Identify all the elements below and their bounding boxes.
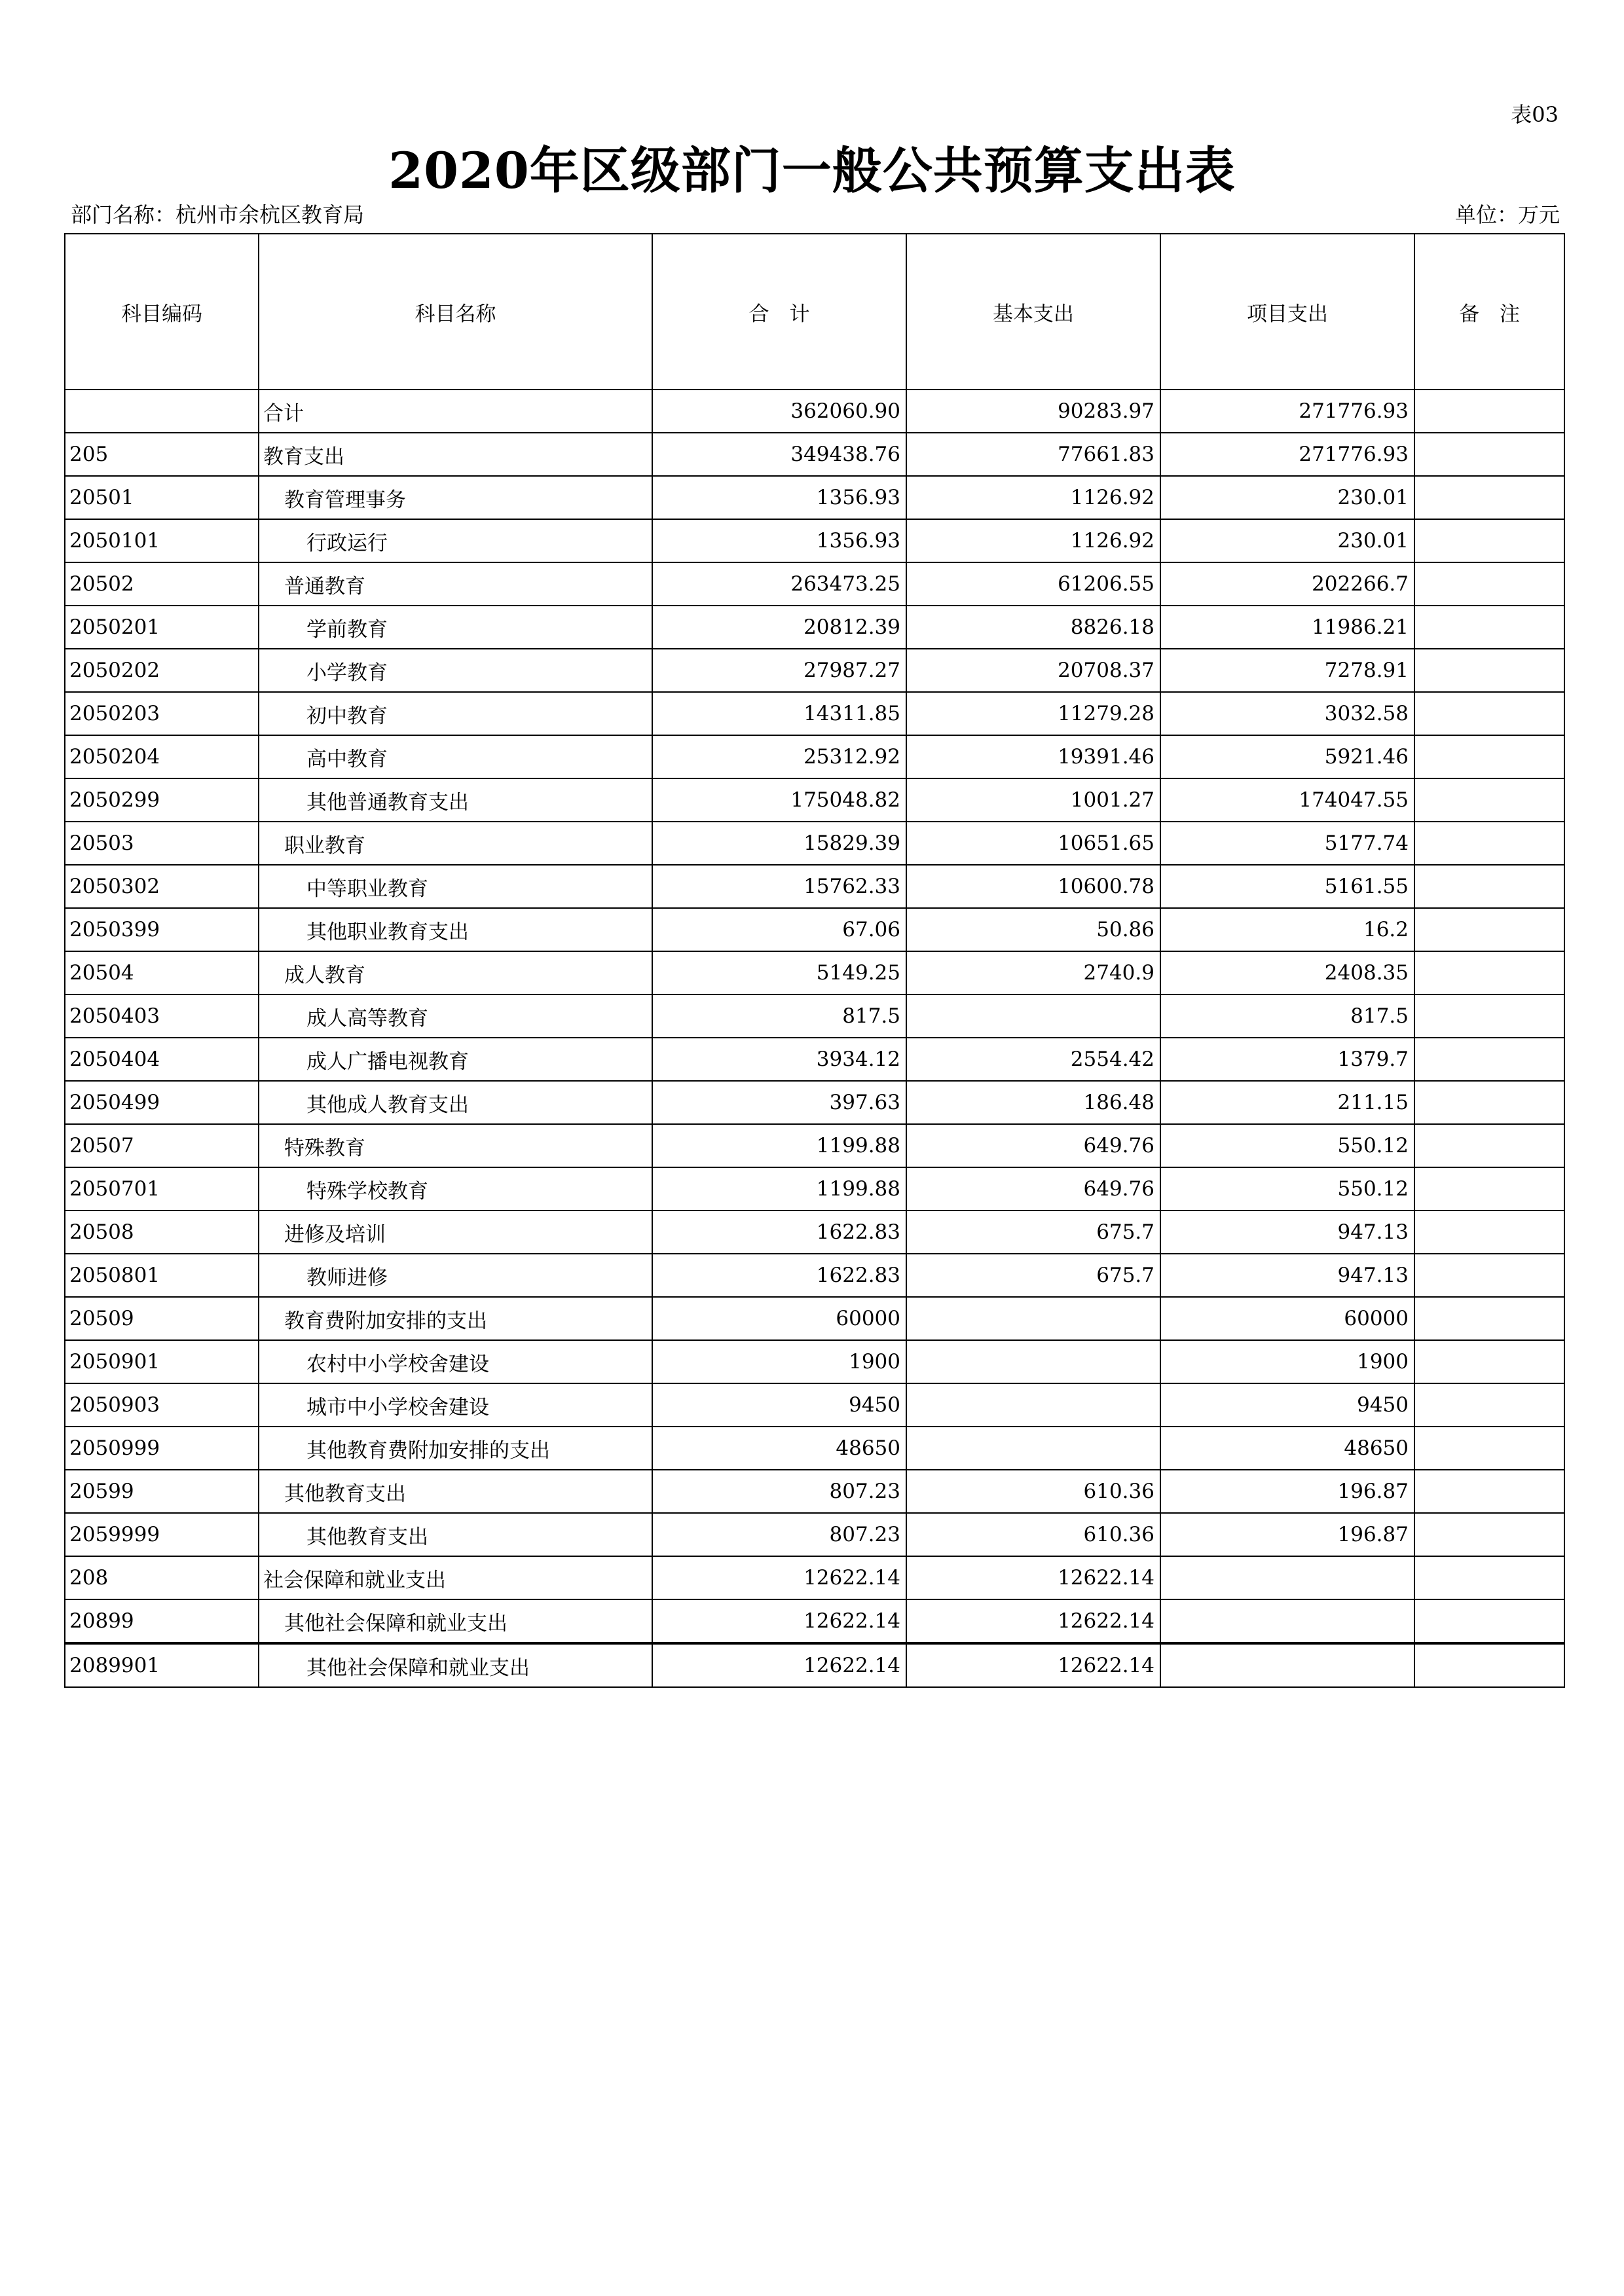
cell-basic — [906, 1340, 1160, 1383]
cell-basic: 20708.37 — [906, 649, 1160, 692]
table-number: 表03 — [1511, 102, 1559, 127]
cell-project: 5177.74 — [1160, 822, 1414, 865]
table-row — [65, 606, 1564, 649]
table-row — [65, 1211, 1564, 1254]
cell-total: 27987.27 — [652, 649, 906, 692]
cell-name: 成人教育 — [259, 951, 652, 994]
cell-basic: 649.76 — [906, 1167, 1160, 1211]
cell-note — [1414, 951, 1564, 994]
cell-basic: 90283.97 — [906, 390, 1160, 433]
table-row — [65, 908, 1564, 951]
cell-total: 48650 — [652, 1427, 906, 1470]
cell-name: 普通教育 — [259, 562, 652, 606]
cell-basic: 2740.9 — [906, 951, 1160, 994]
cell-basic: 2554.42 — [906, 1038, 1160, 1081]
table-row — [65, 1124, 1564, 1167]
cell-code: 2050403 — [65, 994, 259, 1038]
table-row — [65, 778, 1564, 822]
cell-project: 1379.7 — [1160, 1038, 1414, 1081]
cell-note — [1414, 1038, 1564, 1081]
table-row — [65, 1297, 1564, 1340]
cell-note — [1414, 1470, 1564, 1513]
cell-note — [1414, 692, 1564, 735]
cell-project — [1160, 1643, 1414, 1687]
cell-code: 2059999 — [65, 1513, 259, 1556]
table-row — [65, 1383, 1564, 1427]
cell-project: 7278.91 — [1160, 649, 1414, 692]
cell-note — [1414, 1383, 1564, 1427]
cell-note — [1414, 476, 1564, 519]
cell-name: 成人高等教育 — [259, 994, 652, 1038]
table-row — [65, 649, 1564, 692]
table-header-row — [65, 234, 1564, 390]
cell-code: 20508 — [65, 1211, 259, 1254]
cell-note — [1414, 1513, 1564, 1556]
cell-project: 60000 — [1160, 1297, 1414, 1340]
cell-name: 合计 — [259, 390, 652, 433]
cell-total: 1356.93 — [652, 519, 906, 562]
department-name: 部门名称：杭州市余杭区教育局 — [71, 202, 365, 227]
table-row — [65, 1427, 1564, 1470]
cell-project: 230.01 — [1160, 519, 1414, 562]
cell-basic: 675.7 — [906, 1211, 1160, 1254]
cell-name: 小学教育 — [259, 649, 652, 692]
table-row — [65, 1470, 1564, 1513]
cell-basic: 1126.92 — [906, 476, 1160, 519]
cell-project: 947.13 — [1160, 1211, 1414, 1254]
cell-total: 1622.83 — [652, 1254, 906, 1297]
cell-basic — [906, 994, 1160, 1038]
cell-code: 2050203 — [65, 692, 259, 735]
cell-code: 2050299 — [65, 778, 259, 822]
cell-code: 2050999 — [65, 1427, 259, 1470]
cell-note — [1414, 1081, 1564, 1124]
cell-project: 2408.35 — [1160, 951, 1414, 994]
cell-name: 成人广播电视教育 — [259, 1038, 652, 1081]
cell-basic: 10651.65 — [906, 822, 1160, 865]
cell-note — [1414, 822, 1564, 865]
cell-project: 1900 — [1160, 1340, 1414, 1383]
cell-project: 3032.58 — [1160, 692, 1414, 735]
cell-project — [1160, 1556, 1414, 1599]
cell-basic — [906, 1383, 1160, 1427]
cell-total: 12622.14 — [652, 1643, 906, 1687]
cell-basic — [906, 1297, 1160, 1340]
cell-code: 20509 — [65, 1297, 259, 1340]
cell-code: 20899 — [65, 1599, 259, 1643]
cell-total: 67.06 — [652, 908, 906, 951]
table-row — [65, 1340, 1564, 1383]
cell-code: 20503 — [65, 822, 259, 865]
cell-project: 271776.93 — [1160, 433, 1414, 476]
cell-note — [1414, 606, 1564, 649]
cell-basic — [906, 1427, 1160, 1470]
cell-name: 教师进修 — [259, 1254, 652, 1297]
table-row — [65, 1599, 1564, 1643]
cell-name: 其他成人教育支出 — [259, 1081, 652, 1124]
cell-project: 9450 — [1160, 1383, 1414, 1427]
cell-note — [1414, 1643, 1564, 1687]
cell-basic: 77661.83 — [906, 433, 1160, 476]
cell-name: 中等职业教育 — [259, 865, 652, 908]
cell-project: 211.15 — [1160, 1081, 1414, 1124]
cell-basic: 610.36 — [906, 1470, 1160, 1513]
table-row — [65, 1513, 1564, 1556]
header-code: 科目编码 — [65, 234, 259, 390]
table-row — [65, 390, 1564, 433]
cell-name: 社会保障和就业支出 — [259, 1556, 652, 1599]
cell-total: 3934.12 — [652, 1038, 906, 1081]
header-project: 项目支出 — [1160, 234, 1414, 390]
cell-basic: 186.48 — [906, 1081, 1160, 1124]
cell-note — [1414, 1297, 1564, 1340]
cell-total: 25312.92 — [652, 735, 906, 778]
cell-note — [1414, 994, 1564, 1038]
cell-code: 2050903 — [65, 1383, 259, 1427]
cell-basic: 610.36 — [906, 1513, 1160, 1556]
cell-total: 1199.88 — [652, 1167, 906, 1211]
cell-code — [65, 390, 259, 433]
cell-project: 550.12 — [1160, 1124, 1414, 1167]
table-row — [65, 735, 1564, 778]
cell-basic: 12622.14 — [906, 1643, 1160, 1687]
cell-project: 817.5 — [1160, 994, 1414, 1038]
cell-code: 20507 — [65, 1124, 259, 1167]
cell-code: 2050901 — [65, 1340, 259, 1383]
cell-note — [1414, 1167, 1564, 1211]
cell-total: 1900 — [652, 1340, 906, 1383]
cell-code: 2050701 — [65, 1167, 259, 1211]
cell-name: 进修及培训 — [259, 1211, 652, 1254]
cell-basic: 12622.14 — [906, 1599, 1160, 1643]
header-name: 科目名称 — [259, 234, 652, 390]
cell-code: 2050801 — [65, 1254, 259, 1297]
cell-note — [1414, 649, 1564, 692]
cell-total: 9450 — [652, 1383, 906, 1427]
cell-basic: 61206.55 — [906, 562, 1160, 606]
cell-total: 14311.85 — [652, 692, 906, 735]
table-row — [65, 692, 1564, 735]
page-title: 2020年区级部门一般公共预算支出表 — [388, 141, 1236, 200]
cell-note — [1414, 1340, 1564, 1383]
table-row — [65, 519, 1564, 562]
cell-total: 175048.82 — [652, 778, 906, 822]
cell-code: 2050204 — [65, 735, 259, 778]
cell-note — [1414, 1427, 1564, 1470]
table-row — [65, 994, 1564, 1038]
cell-basic: 12622.14 — [906, 1556, 1160, 1599]
cell-project: 196.87 — [1160, 1513, 1414, 1556]
cell-total: 397.63 — [652, 1081, 906, 1124]
table-row — [65, 1643, 1564, 1687]
table-body — [65, 390, 1564, 1687]
table-row — [65, 822, 1564, 865]
table-row — [65, 433, 1564, 476]
cell-code: 20501 — [65, 476, 259, 519]
table-row — [65, 865, 1564, 908]
table-row — [65, 1038, 1564, 1081]
table-row — [65, 1556, 1564, 1599]
cell-basic: 675.7 — [906, 1254, 1160, 1297]
cell-code: 2050101 — [65, 519, 259, 562]
cell-name: 城市中小学校舍建设 — [259, 1383, 652, 1427]
cell-basic: 10600.78 — [906, 865, 1160, 908]
cell-basic: 649.76 — [906, 1124, 1160, 1167]
cell-project: 5161.55 — [1160, 865, 1414, 908]
header-total: 合 计 — [652, 234, 906, 390]
cell-name: 高中教育 — [259, 735, 652, 778]
cell-name: 其他教育支出 — [259, 1470, 652, 1513]
table-row — [65, 476, 1564, 519]
cell-code: 2050202 — [65, 649, 259, 692]
table-row — [65, 562, 1564, 606]
cell-code: 20502 — [65, 562, 259, 606]
cell-code: 20504 — [65, 951, 259, 994]
cell-note — [1414, 1124, 1564, 1167]
cell-total: 807.23 — [652, 1470, 906, 1513]
cell-total: 1356.93 — [652, 476, 906, 519]
header-basic: 基本支出 — [906, 234, 1160, 390]
cell-total: 817.5 — [652, 994, 906, 1038]
cell-note — [1414, 1599, 1564, 1643]
cell-project: 550.12 — [1160, 1167, 1414, 1211]
cell-name: 其他教育费附加安排的支出 — [259, 1427, 652, 1470]
cell-project: 202266.7 — [1160, 562, 1414, 606]
cell-name: 行政运行 — [259, 519, 652, 562]
table-row — [65, 1081, 1564, 1124]
cell-note — [1414, 390, 1564, 433]
cell-basic: 1001.27 — [906, 778, 1160, 822]
cell-code: 2050499 — [65, 1081, 259, 1124]
cell-project: 230.01 — [1160, 476, 1414, 519]
table-row — [65, 1254, 1564, 1297]
cell-name: 学前教育 — [259, 606, 652, 649]
cell-note — [1414, 1254, 1564, 1297]
cell-note — [1414, 562, 1564, 606]
budget-table — [64, 233, 1565, 1688]
cell-name: 其他职业教育支出 — [259, 908, 652, 951]
cell-basic: 1126.92 — [906, 519, 1160, 562]
cell-total: 15829.39 — [652, 822, 906, 865]
cell-code: 2050201 — [65, 606, 259, 649]
cell-code: 2050302 — [65, 865, 259, 908]
cell-name: 其他社会保障和就业支出 — [259, 1643, 652, 1687]
cell-name: 初中教育 — [259, 692, 652, 735]
table-row — [65, 1167, 1564, 1211]
cell-code: 2050399 — [65, 908, 259, 951]
cell-code: 2089901 — [65, 1643, 259, 1687]
unit-label: 单位：万元 — [1454, 202, 1560, 227]
cell-name: 职业教育 — [259, 822, 652, 865]
cell-code: 208 — [65, 1556, 259, 1599]
cell-project: 174047.55 — [1160, 778, 1414, 822]
cell-total: 1622.83 — [652, 1211, 906, 1254]
cell-project: 16.2 — [1160, 908, 1414, 951]
cell-project: 11986.21 — [1160, 606, 1414, 649]
cell-name: 农村中小学校舍建设 — [259, 1340, 652, 1383]
cell-note — [1414, 908, 1564, 951]
cell-note — [1414, 519, 1564, 562]
cell-total: 12622.14 — [652, 1556, 906, 1599]
cell-project: 196.87 — [1160, 1470, 1414, 1513]
cell-total: 15762.33 — [652, 865, 906, 908]
table-row — [65, 951, 1564, 994]
cell-project — [1160, 1599, 1414, 1643]
cell-code: 20599 — [65, 1470, 259, 1513]
cell-name: 其他普通教育支出 — [259, 778, 652, 822]
cell-total: 263473.25 — [652, 562, 906, 606]
cell-note — [1414, 433, 1564, 476]
cell-total: 1199.88 — [652, 1124, 906, 1167]
cell-total: 20812.39 — [652, 606, 906, 649]
cell-basic: 8826.18 — [906, 606, 1160, 649]
cell-basic: 50.86 — [906, 908, 1160, 951]
cell-total: 12622.14 — [652, 1599, 906, 1643]
cell-name: 教育管理事务 — [259, 476, 652, 519]
cell-total: 807.23 — [652, 1513, 906, 1556]
cell-note — [1414, 865, 1564, 908]
cell-name: 特殊教育 — [259, 1124, 652, 1167]
cell-code: 205 — [65, 433, 259, 476]
cell-name: 教育支出 — [259, 433, 652, 476]
cell-code: 2050404 — [65, 1038, 259, 1081]
cell-note — [1414, 1556, 1564, 1599]
cell-name: 其他教育支出 — [259, 1513, 652, 1556]
cell-total: 5149.25 — [652, 951, 906, 994]
cell-name: 教育费附加安排的支出 — [259, 1297, 652, 1340]
cell-total: 362060.90 — [652, 390, 906, 433]
header-note: 备 注 — [1414, 234, 1564, 390]
cell-basic: 11279.28 — [906, 692, 1160, 735]
cell-note — [1414, 1211, 1564, 1254]
cell-total: 60000 — [652, 1297, 906, 1340]
cell-name: 特殊学校教育 — [259, 1167, 652, 1211]
cell-project: 947.13 — [1160, 1254, 1414, 1297]
cell-project: 5921.46 — [1160, 735, 1414, 778]
cell-total: 349438.76 — [652, 433, 906, 476]
cell-project: 271776.93 — [1160, 390, 1414, 433]
cell-basic: 19391.46 — [906, 735, 1160, 778]
cell-project: 48650 — [1160, 1427, 1414, 1470]
cell-note — [1414, 735, 1564, 778]
cell-note — [1414, 778, 1564, 822]
cell-name: 其他社会保障和就业支出 — [259, 1599, 652, 1643]
